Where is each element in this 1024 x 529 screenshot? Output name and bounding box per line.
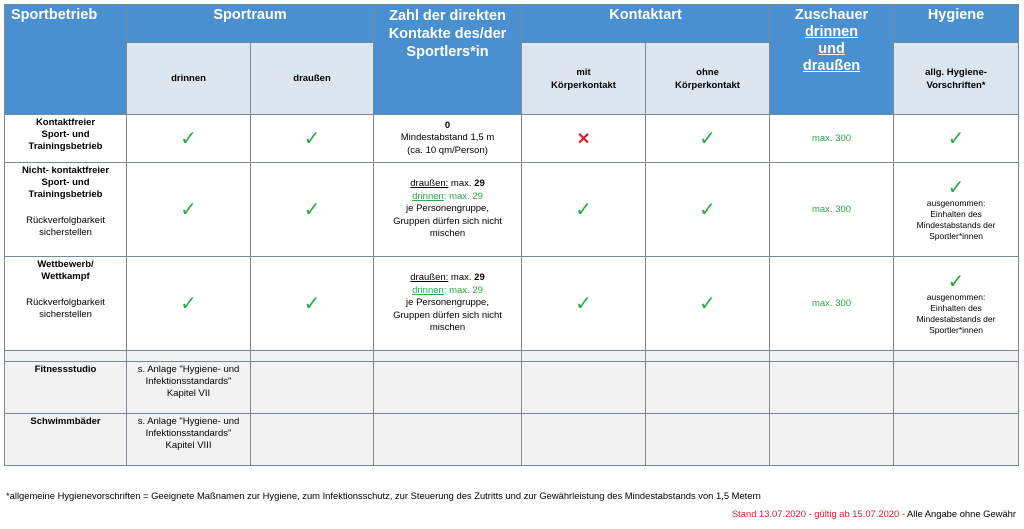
- header-hygiene: Hygiene: [894, 5, 1019, 43]
- header-sportraum: Sportraum: [127, 5, 374, 43]
- cell-draussen: [251, 163, 374, 257]
- check-icon: ✓: [303, 292, 321, 315]
- drinnen-label: drinnen: [412, 284, 444, 296]
- row-label-kontaktfrei: [5, 115, 127, 163]
- check-icon: ✓: [180, 292, 197, 315]
- drinnen-value: : max. 29: [443, 284, 483, 296]
- contacts-line: Mindestabstand 1,5 m: [400, 132, 495, 144]
- check-icon: ✓: [303, 127, 321, 150]
- spacer-cell: [127, 351, 251, 362]
- contacts-line: mischen: [429, 228, 466, 240]
- row-label-fitnessstudio: Fitnessstudio: [5, 362, 127, 414]
- cell-draussen: [251, 257, 374, 351]
- check-icon: ✓: [575, 198, 592, 221]
- stand-disclaimer: Alle Angabe ohne Gewähr: [904, 508, 1016, 519]
- note-line: s. Anlage "Hygiene- und: [137, 364, 240, 375]
- cell-drinnen: [127, 257, 251, 351]
- hyg-line: Einhalten des: [930, 208, 982, 219]
- empty-cell: [522, 414, 646, 466]
- table-row: [5, 115, 1019, 163]
- header-zuschauer: [770, 5, 894, 115]
- contacts-line: je Personengruppe,: [406, 297, 489, 309]
- empty-cell: [894, 414, 1019, 466]
- label-sub-line: sicherstellen: [39, 227, 92, 238]
- footnote: *allgemeine Hygienevorschriften = Geeignete Maßnamen zur Hygiene, zum Infektionsschutz, zur Steuerung des Zutritts und zur Gewährleistung des Mindestabstands von 1,5 Metern: [6, 490, 761, 501]
- header-zuschauer-line2: drinnen: [804, 24, 859, 40]
- cell-drinnen: [127, 163, 251, 257]
- label-line: Trainingsbetrieb: [28, 189, 103, 200]
- label-line: Sport- und: [41, 177, 90, 188]
- table-row: [5, 362, 1019, 414]
- empty-cell: [646, 414, 770, 466]
- draussen-value: max.: [448, 178, 475, 190]
- subheader-mit-line1: mit: [576, 66, 591, 78]
- label-line: Sport- und: [41, 129, 90, 140]
- check-icon: ✓: [699, 127, 716, 150]
- header-zuschauer-line1: Zuschauer: [794, 7, 869, 23]
- draussen-number: 29: [474, 272, 485, 284]
- label-line: Wettkampf: [41, 271, 90, 282]
- cell-kontakte: [374, 163, 522, 257]
- header-zahl-line3: Sportlers*in: [406, 44, 489, 60]
- check-icon: ✓: [947, 176, 965, 199]
- spacer-row: [5, 351, 1019, 362]
- row-label-schwimmbaeder: Schwimmbäder: [5, 414, 127, 466]
- hyg-line: Mindestabstands der: [916, 219, 996, 230]
- subheader-ohne-line2: Körperkontakt: [675, 79, 740, 91]
- empty-cell: [646, 362, 770, 414]
- check-icon: ✓: [947, 270, 965, 293]
- spacer-cell: [894, 351, 1019, 362]
- cell-schwimm-note: [127, 414, 251, 466]
- stand-line: [732, 508, 1016, 519]
- cell-fitness-note: [127, 362, 251, 414]
- spacer-cell: [5, 351, 127, 362]
- spacer-cell: [251, 351, 374, 362]
- header-zahl-line2: Kontakte des/der: [388, 26, 507, 42]
- table-row: [5, 257, 1019, 351]
- contacts-line: (ca. 10 qm/Person): [407, 144, 488, 156]
- label-sub: [5, 297, 126, 321]
- empty-cell: [522, 362, 646, 414]
- check-icon: ✓: [575, 292, 592, 315]
- empty-cell: [374, 362, 522, 414]
- cell-zuschauer: max. 300: [770, 115, 894, 163]
- cell-draussen: [251, 115, 374, 163]
- drinnen-label: drinnen: [412, 190, 444, 202]
- subheader-ohne-line1: ohne: [696, 66, 719, 78]
- cell-hygiene: [894, 115, 1019, 163]
- draussen-number: 29: [474, 178, 485, 190]
- contacts-line: Gruppen dürfen sich nicht: [393, 215, 502, 227]
- subheader-hyg-line2: Vorschriften*: [926, 79, 986, 91]
- cell-drinnen: [127, 115, 251, 163]
- cell-mit-kontakt: [522, 115, 646, 163]
- spacer-cell: [770, 351, 894, 362]
- label-sub-line: Rückverfolgbarkeit: [26, 215, 105, 226]
- subheader-mit-kontakt: [522, 43, 646, 115]
- spacer-cell: [522, 351, 646, 362]
- check-icon: ✓: [699, 292, 716, 315]
- note-line: Infektionsstandards": [145, 428, 232, 439]
- spacer-cell: [374, 351, 522, 362]
- cell-mit-kontakt: [522, 163, 646, 257]
- note-line: Infektionsstandards": [145, 376, 232, 387]
- hyg-line: Mindestabstands der: [916, 313, 996, 324]
- empty-cell: [770, 414, 894, 466]
- draussen-value: max.: [448, 272, 475, 284]
- header-zuschauer-line3: und: [818, 41, 845, 57]
- label-line: Wettbewerb/: [37, 259, 94, 270]
- empty-cell: [374, 414, 522, 466]
- cell-hygiene: [894, 257, 1019, 351]
- subheader-hyg-line1: allg. Hygiene-: [925, 66, 987, 78]
- hyg-line: Sportler*innen: [929, 230, 983, 241]
- cell-ohne-kontakt: [646, 257, 770, 351]
- header-zahl-line1: Zahl der direkten: [389, 8, 506, 24]
- cell-kontakte: [374, 115, 522, 163]
- check-icon: ✓: [699, 198, 716, 221]
- label-line: Kontaktfreier: [35, 117, 96, 128]
- label-sub-line: sicherstellen: [39, 309, 92, 320]
- empty-cell: [251, 362, 374, 414]
- subheader-ohne-kontakt: [646, 43, 770, 115]
- table-row: [5, 163, 1019, 257]
- note-line: Kapitel VIII: [165, 440, 212, 451]
- label-line: Nicht- kontaktfreier: [21, 165, 110, 176]
- label-sub: [5, 215, 126, 239]
- contacts-count: 0: [444, 119, 451, 131]
- draussen-label: draußen:: [410, 178, 449, 190]
- check-icon: ✓: [180, 127, 197, 150]
- cell-ohne-kontakt: [646, 115, 770, 163]
- regulation-table-container: [4, 4, 1018, 522]
- cell-ohne-kontakt: [646, 163, 770, 257]
- header-kontaktart: Kontaktart: [522, 5, 770, 43]
- cell-mit-kontakt: [522, 257, 646, 351]
- cell-kontakte: [374, 257, 522, 351]
- contacts-line: je Personengruppe,: [406, 203, 489, 215]
- drinnen-value: : max. 29: [443, 190, 483, 202]
- contacts-line: Gruppen dürfen sich nicht: [393, 309, 502, 321]
- cell-zuschauer: max. 300: [770, 163, 894, 257]
- hyg-line: Sportler*innen: [929, 324, 983, 335]
- cross-icon: ✕: [576, 130, 591, 148]
- sport-regulation-table: [4, 4, 1019, 466]
- spacer-cell: [646, 351, 770, 362]
- note-line: Kapitel VII: [166, 388, 211, 399]
- label-sub-line: Rückverfolgbarkeit: [26, 297, 105, 308]
- hyg-line: Einhalten des: [930, 302, 982, 313]
- check-icon: ✓: [947, 127, 965, 150]
- header-zuschauer-line4: draußen: [802, 58, 861, 74]
- stand-date: Stand 13.07.2020 - gültig ab 15.07.2020 -: [731, 508, 905, 519]
- check-icon: ✓: [180, 198, 197, 221]
- header-zahl-kontakte: [374, 5, 522, 115]
- note-line: s. Anlage "Hygiene- und: [137, 416, 240, 427]
- row-label-wettbewerb: [5, 257, 127, 351]
- subheader-mit-line2: Körperkontakt: [551, 79, 616, 91]
- draussen-label: draußen:: [410, 272, 449, 284]
- subheader-draussen: draußen: [251, 43, 374, 115]
- hyg-line: ausgenommen:: [926, 291, 986, 302]
- hyg-line: ausgenommen:: [926, 197, 986, 208]
- contacts-line: mischen: [429, 322, 466, 334]
- empty-cell: [770, 362, 894, 414]
- check-icon: ✓: [303, 198, 321, 221]
- cell-hygiene: [894, 163, 1019, 257]
- table-row: [5, 414, 1019, 466]
- empty-cell: [894, 362, 1019, 414]
- row-label-nicht-kontaktfrei: [5, 163, 127, 257]
- label-line: Trainingsbetrieb: [28, 141, 103, 152]
- subheader-drinnen: drinnen: [127, 43, 251, 115]
- subheader-hygiene: [894, 43, 1019, 115]
- empty-cell: [251, 414, 374, 466]
- cell-zuschauer: max. 300: [770, 257, 894, 351]
- header-sportbetrieb: Sportbetrieb: [5, 5, 127, 115]
